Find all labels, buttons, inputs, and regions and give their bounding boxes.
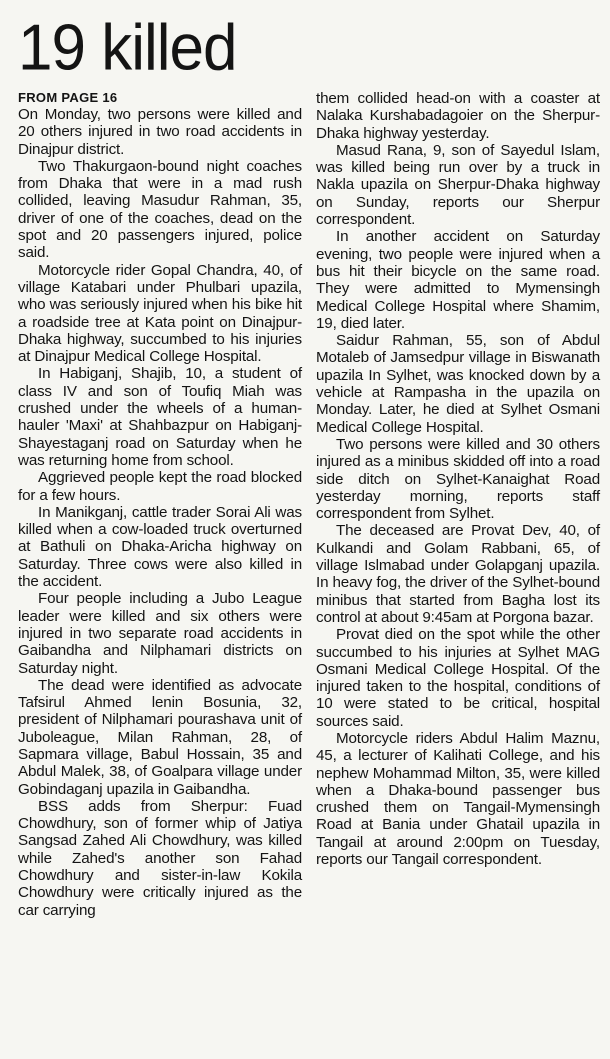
paragraph: BSS adds from Sherpur: Fuad Chowdhury, son of former whip of Jatiya Sangsad Zahed Ali Chowdhury, was killed while Zahed's another son Fahad Chowdhury and sister-in-law Kokila Chowdhury were critically injured as the car carrying bbox=[18, 797, 302, 919]
paragraph: Provat died on the spot while the other succumbed to his injuries at Sylhet MAG Osmani Medical College Hospital. Of the injured taken to the hospital, conditions of 10 were stated to be critical, hospital sources said. bbox=[316, 626, 600, 730]
paragraph: Motorcycle rider Gopal Chandra, 40, of village Katabari under Phulbari upazila, who was seriously injured when his bike hit a roadside tree at Kata point on Dinajpur-Dhaka highway, succumbed to his injuries at Dinajpur Medical College Hospital. bbox=[18, 261, 302, 366]
paragraph: them collided head-on with a coaster at Nalaka Kurshabadagoier on the Sherpur-Dhaka highway yesterday. bbox=[316, 90, 600, 142]
paragraph: Motorcycle riders Abdul Halim Maznu, 45, a lecturer of Kalihati College, and his nephew Mohammad Milton, 35, were killed when a Dhaka-bound passenger bus crushed them on Tangail-Mymensingh Road at Bania under Ghatail upazila in Tangail at around 2:00pm on Tuesday, reports our Tangail correspondent. bbox=[316, 729, 600, 869]
paragraph: In another accident on Saturday evening, two people were injured when a bus hit their bicycle on the same road. They were admitted to Mymensingh Medical College Hospital where Shamim, 19, died later. bbox=[316, 228, 600, 332]
paragraph: In Manikganj, cattle trader Sorai Ali was killed when a cow-loaded truck overturned at Bathuli on Dhaka-Aricha highway on Saturday. Three cows were also killed in the accident. bbox=[18, 503, 302, 591]
column-left bbox=[18, 90, 302, 919]
paragraph: In Habiganj, Shajib, 10, a student of class IV and son of Toufiq Miah was crushed under the wheels of a human-hauler 'Maxi' at Shahbazpur on Habiganj-Shayestaganj road on Saturday when he was returning home from school. bbox=[18, 365, 302, 469]
article-body bbox=[18, 90, 600, 919]
paragraph: On Monday, two persons were killed and 20 others injured in two road accidents in Dinajpur district. bbox=[18, 106, 302, 158]
paragraph: The dead were identified as advocate Tafsirul Ahmed lenin Bosunia, 32, president of Nilphamari pourashava unit of Juboleague, Milan Rahman, 28, of Sapmara village, Babul Hossain, 35 and Abdul Malek, 38, of Goalpara village under Gobindaganj upazila in Gaibandha. bbox=[18, 676, 302, 798]
paragraph: The deceased are Provat Dev, 40, of Kulkandi and Golam Rabbani, 65, of village Islmabad under Golapganj upazila. In heavy fog, the driver of the Sylhet-bound minibus that started from Bagha lost its control at about 9:45am at Porgona bazar. bbox=[316, 522, 600, 626]
paragraph: Two persons were killed and 30 others injured as a minibus skidded off into a road side ditch on Sylhet-Kanaighat Road yesterday morning, reports staff correspondent from Sylhet. bbox=[316, 435, 600, 523]
headline: 19 killed bbox=[18, 11, 237, 85]
continuation-kicker: FROM PAGE 16 bbox=[18, 90, 118, 105]
paragraph: Masud Rana, 9, son of Sayedul Islam, was killed being run over by a truck in Nakla upazila on Sherpur-Dhaka highway on Sunday, reports our Sherpur correspondent. bbox=[316, 141, 600, 229]
paragraph: Saidur Rahman, 55, son of Abdul Motaleb of Jamsedpur village in Biswanath upazila In Sylhet, was knocked down by a vehicle at Rampasha in the upazila on Monday. Later, he died at Sylhet Osmani Medical College Hospital. bbox=[316, 332, 600, 436]
column-right bbox=[316, 90, 600, 919]
paragraph: Aggrieved people kept the road blocked for a few hours. bbox=[18, 469, 302, 504]
paragraph: Four people including a Jubo League leader were killed and six others were injured in two separate road accidents in Gaibandha and Nilphamari districts on Saturday night. bbox=[18, 590, 302, 677]
paragraph: Two Thakurgaon-bound night coaches from Dhaka that were in a mad rush collided, leaving Masudur Rahman, 35, driver of one of the coaches, dead on the spot and 20 passengers injured, police said. bbox=[18, 157, 302, 262]
